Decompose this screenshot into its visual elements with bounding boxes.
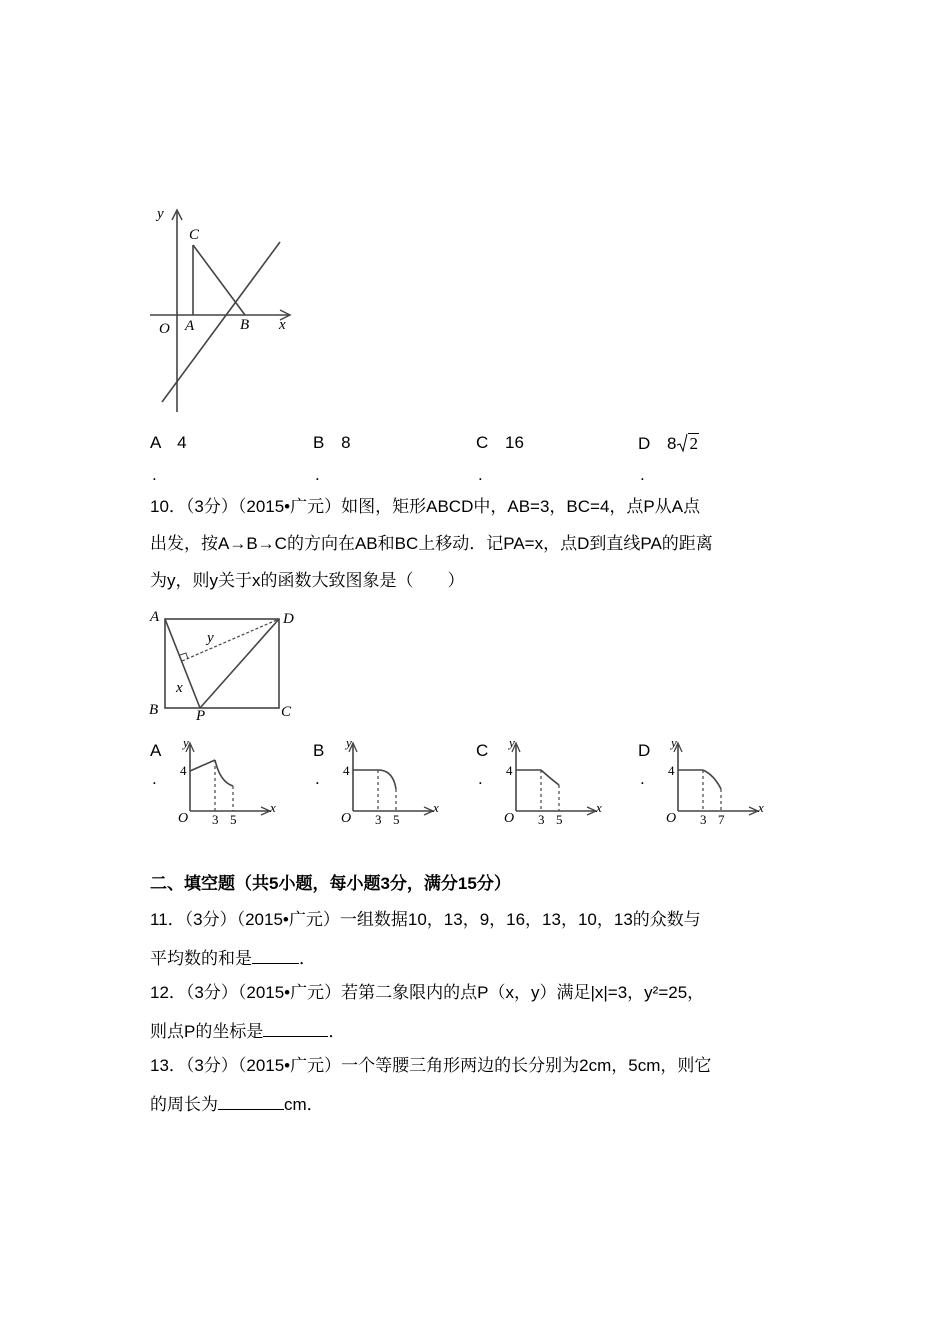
section-heading: 二、填空题（共5小题，每小题3分，满分15分） — [150, 874, 511, 893]
sqrt-symbol — [676, 433, 699, 454]
graph-x-tick-1: 3 — [375, 812, 382, 827]
q12-answer-blank[interactable] — [263, 1020, 328, 1037]
option-letter: A — [150, 741, 162, 760]
line-l — [162, 242, 280, 402]
q13-line-2 — [150, 1093, 324, 1115]
q10-option-a[interactable] — [150, 737, 290, 832]
graph-label-o: O — [666, 811, 677, 826]
graph-label-x: x — [270, 800, 276, 815]
graph-label-y: y — [509, 735, 515, 750]
option-letter: B — [313, 433, 325, 452]
graph-x-tick-2: 5 — [393, 812, 400, 827]
graph-label-x: x — [596, 800, 602, 815]
option-letter: D — [638, 434, 651, 453]
graph-x-tick-2: 5 — [230, 812, 237, 827]
graph-y-tick: 4 — [668, 763, 675, 778]
graph-label-x: x — [758, 800, 764, 815]
option-value: 8 — [667, 434, 677, 453]
option-dot: . — [315, 465, 320, 484]
option-dot: . — [640, 769, 645, 788]
q11-suffix: ． — [299, 949, 316, 968]
graph-y-tick: 4 — [343, 763, 350, 778]
option-letter: D — [638, 741, 651, 760]
option-dot: . — [478, 465, 483, 484]
option-letter: B — [313, 741, 325, 760]
q12-line-2 — [150, 1020, 345, 1042]
label-d: D — [283, 611, 294, 627]
function-curve — [516, 770, 559, 811]
option-dot: . — [152, 465, 157, 484]
function-curve — [353, 770, 396, 811]
q13-answer-blank[interactable] — [218, 1093, 284, 1110]
label-y: y — [207, 630, 214, 646]
graph-x-tick-1: 3 — [212, 812, 219, 827]
q11-answer-blank[interactable] — [252, 947, 299, 964]
graph-label-y: y — [183, 735, 189, 750]
q12-suffix: ． — [328, 1022, 346, 1041]
graph-label-o: O — [504, 811, 515, 826]
graph-y-tick: 4 — [180, 763, 187, 778]
q12-line-1: 12．（3分）（2015•广元）若第二象限内的点P（x，y）满足|x|=3，y²=25， — [150, 983, 705, 1002]
q13-line-1: 13．（3分）（2015•广元）一个等腰三角形两边的长分别为2cm，5cm，则它 — [150, 1056, 712, 1075]
option-dot: . — [478, 769, 483, 788]
option-value: 8 — [341, 433, 351, 452]
q11-line-1: 11．（3分）（2015•广元）一组数据10，13，9，16，13，10，13的众数与 — [150, 910, 701, 929]
q10-line-1: 10．（3分）（2015•广元）如图，矩形ABCD中，AB=3，BC=4，点P从A点 — [150, 497, 701, 516]
label-x: x — [176, 680, 183, 696]
function-curve — [678, 770, 721, 811]
q11-text: 平均数的和是 — [150, 949, 252, 968]
graph-x-tick-1: 3 — [538, 812, 545, 827]
q10-line-2: 出发，按A→B→C的方向在AB和BC上移动．记PA=x，点D到直线PA的距离 — [150, 534, 713, 553]
graph-x-tick-2: 7 — [718, 812, 725, 827]
q9-option-d[interactable] — [638, 433, 699, 454]
graph-label-y: y — [346, 735, 352, 750]
option-letter: C — [476, 433, 489, 452]
perpendicular-dashed — [182, 619, 279, 661]
radicand: 2 — [689, 434, 698, 453]
label-x: x — [279, 317, 286, 333]
option-dot: . — [315, 769, 320, 788]
segment-cb — [193, 245, 245, 315]
graph-label-x: x — [433, 800, 439, 815]
label-c: C — [281, 704, 292, 720]
option-value: 16 — [505, 433, 524, 452]
option-dot: . — [640, 465, 645, 484]
label-a: A — [185, 318, 195, 334]
graph-y-tick: 4 — [506, 763, 513, 778]
q10-option-b[interactable] — [313, 737, 453, 832]
label-b: B — [240, 317, 250, 333]
function-curve — [190, 760, 233, 811]
graph-label-o: O — [341, 811, 352, 826]
option-letter: C — [476, 741, 489, 760]
label-o: O — [159, 321, 170, 337]
coordinate-plane-q9 — [140, 200, 300, 420]
option-dot: . — [152, 769, 157, 788]
label-b: B — [149, 702, 159, 718]
graph-x-tick-1: 3 — [700, 812, 707, 827]
graph-x-tick-2: 5 — [556, 812, 563, 827]
graph-label-y: y — [671, 735, 677, 750]
option-value: 4 — [177, 433, 187, 452]
q11-line-2 — [150, 947, 316, 969]
label-a: A — [150, 609, 160, 625]
option-letter: A — [150, 433, 161, 452]
q9-option-c[interactable] — [476, 433, 524, 453]
graph-label-o: O — [178, 811, 189, 826]
q13-text: 的周长为 — [150, 1095, 218, 1114]
label-c: C — [189, 227, 200, 243]
q12-text: 则点P的坐标是 — [150, 1022, 264, 1041]
q9-option-b[interactable] — [313, 433, 351, 453]
q13-suffix: cm． — [284, 1095, 324, 1114]
label-p: P — [196, 708, 206, 724]
figure-q10 — [145, 605, 305, 725]
label-y: y — [157, 206, 164, 222]
q9-option-a[interactable] — [150, 433, 187, 453]
q10-option-c[interactable] — [476, 737, 616, 832]
q10-line-3: 为y，则y关于x的函数大致图象是（ ） — [150, 571, 465, 590]
figure-q9 — [140, 200, 300, 420]
q10-option-d[interactable] — [638, 737, 778, 832]
